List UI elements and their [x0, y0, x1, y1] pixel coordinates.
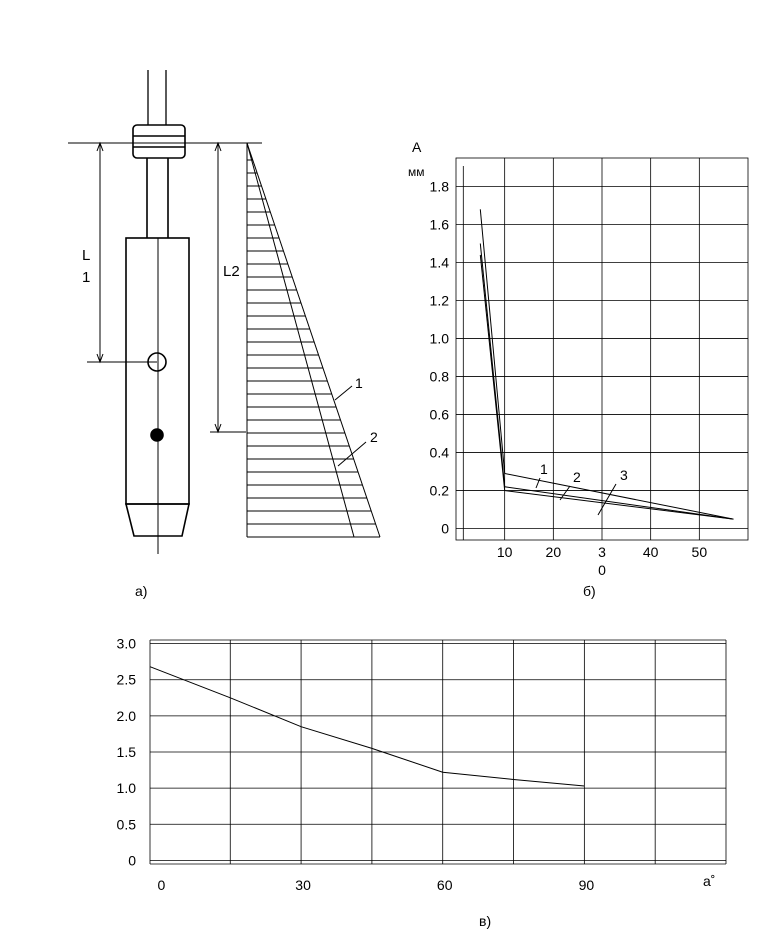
chart-c-x-tick-label: 0 — [157, 877, 166, 893]
chart-b-x-tick-label: 20 — [545, 544, 562, 560]
chart-c-y-tick-label: 1.0 — [116, 780, 136, 797]
sensitivity-wedge — [247, 143, 380, 537]
chart-b-series-line — [480, 244, 733, 520]
chart-c-x-tick-label: 30 — [295, 877, 311, 893]
chart-b-y-tick-label: 0.2 — [429, 482, 449, 499]
chart-b-series-line — [480, 209, 733, 519]
chart-b-series — [480, 209, 733, 519]
chart-c-y-tick-label: 1.5 — [116, 744, 136, 760]
chart-b-series-labels — [536, 461, 628, 515]
dim-label-L1-bottom: 1 — [82, 269, 91, 286]
probe-connector — [133, 125, 185, 158]
chart-b-y-tick-label: 0 — [441, 520, 449, 537]
chart-b-x-ticks — [497, 544, 707, 578]
chart-b-leader — [598, 484, 616, 515]
chart-b-x-tick-label: 3 — [598, 544, 606, 560]
chart-b-y-tick-label: 0.6 — [429, 406, 449, 423]
chart-b — [408, 139, 748, 599]
chart-c-y-tick-label: 0 — [128, 852, 136, 869]
chart-b-series-label: 1 — [540, 461, 548, 477]
chart-b-series-line — [480, 255, 733, 519]
chart-b-x-tick-label: 50 — [691, 544, 708, 560]
chart-c-grid — [150, 640, 726, 864]
chart-c-x-tick-label: 60 — [436, 877, 453, 893]
curve-1 — [247, 143, 380, 537]
chart-b-y-tick-label: 1.8 — [429, 178, 449, 195]
chart-c — [117, 636, 726, 929]
chart-b-x-tick-label: 40 — [642, 544, 659, 560]
chart-c-series-line — [150, 667, 584, 786]
chart-b-y-tick-label: 0.8 — [429, 368, 449, 385]
curve-2 — [247, 143, 354, 537]
chart-c-y-tick-label: 3.0 — [116, 635, 136, 652]
chart-b-x-tick-label: 10 — [496, 544, 513, 560]
chart-b-caption: б) — [583, 583, 596, 599]
dim-label-L2: L2 — [223, 263, 240, 280]
panel-a-caption: а) — [135, 583, 148, 599]
curve-2-label: 2 — [370, 429, 378, 445]
chart-c-y-tick-label: 2.0 — [116, 707, 136, 724]
chart-b-series-label: 3 — [620, 467, 628, 483]
chart-b-y-tick-label: 1.4 — [429, 254, 449, 271]
chart-b-ylabel: A — [412, 139, 422, 155]
filled-sensor-point — [151, 429, 163, 441]
chart-b-y-tick-label: 0.4 — [429, 444, 449, 461]
chart-c-caption: в) — [479, 913, 492, 929]
chart-c-xlabel: a˚ — [703, 873, 716, 889]
chart-b-y-tick-label: 1.6 — [429, 216, 449, 233]
chart-b-y-tick-label: 1.2 — [429, 292, 449, 309]
chart-b-series-label: 2 — [573, 469, 581, 485]
chart-b-grid — [456, 158, 748, 540]
chart-c-x-tick-label: 90 — [578, 877, 595, 893]
dim-label-L1-top: L — [82, 247, 91, 264]
chart-c-y-ticks — [117, 636, 137, 869]
dimension-lines — [68, 143, 262, 432]
chart-b-y-ticks — [430, 179, 450, 537]
chart-b-x-tick-label: 0 — [598, 562, 606, 578]
chart-c-x-ticks — [158, 877, 595, 893]
chart-c-y-tick-label: 0.5 — [116, 816, 136, 833]
chart-c-y-tick-label: 2.5 — [116, 671, 136, 688]
chart-c-series — [150, 667, 584, 786]
curve-1-label: 1 — [355, 375, 363, 391]
chart-b-yunit: мм — [408, 165, 425, 179]
chart-b-y-tick-label: 1.0 — [429, 330, 449, 347]
